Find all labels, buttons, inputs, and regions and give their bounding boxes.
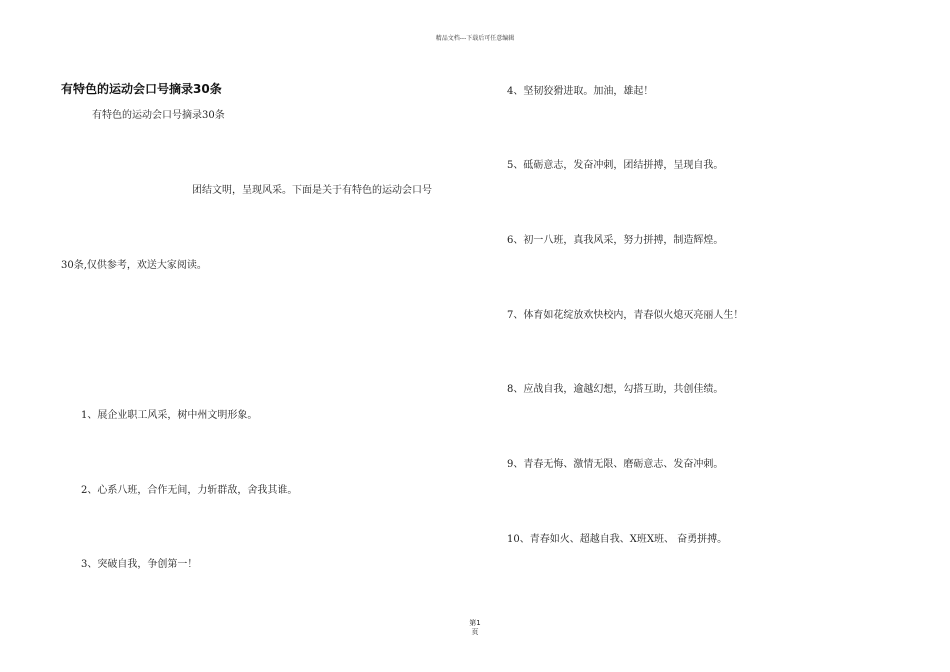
slogan-item-6: 6、初一八班，真我风采，努力拼搏，制造辉煌。 bbox=[507, 235, 724, 246]
slogan-item-5: 5、砥砺意志，发奋冲刺，团结拼搏，呈现自我。 bbox=[507, 160, 724, 171]
slogan-item-7: 7、体育如花绽放欢快校内，青春似火熄灭亮丽人生！ bbox=[507, 310, 744, 321]
slogan-item-2: 2、心系八班，合作无间，力斩群敌，舍我其谁。 bbox=[81, 485, 298, 496]
slogan-item-10: 10、青春如火、超越自我、X班X班、 奋勇拼搏。 bbox=[507, 534, 728, 545]
slogan-item-1: 1、展企业职工风采，树中州文明形象。 bbox=[81, 410, 258, 421]
slogan-item-9: 9、青春无悔、激情无限、磨砺意志、发奋冲刺。 bbox=[507, 459, 724, 470]
document-subtitle: 有特色的运动会口号摘录30条 bbox=[92, 110, 225, 121]
page-number: 第1 bbox=[469, 619, 481, 627]
page-number-unit: 页 bbox=[471, 628, 479, 636]
page-header: 精品文档---下载后可任意编辑 bbox=[435, 35, 515, 42]
document-title: 有特色的运动会口号摘录30条 bbox=[61, 82, 222, 96]
intro-line-1: 团结文明，呈现风采。下面是关于有特色的运动会口号 bbox=[192, 185, 432, 196]
slogan-item-3: 3、突破自我，争创第一！ bbox=[81, 559, 198, 570]
slogan-item-4: 4、坚韧狡猾进取。加油，雄起！ bbox=[507, 86, 654, 97]
slogan-item-8: 8、应战自我，逾越幻想，勾搭互助，共创佳绩。 bbox=[507, 384, 724, 395]
intro-line-2: 30条,仅供参考，欢送大家阅读。 bbox=[61, 260, 207, 271]
